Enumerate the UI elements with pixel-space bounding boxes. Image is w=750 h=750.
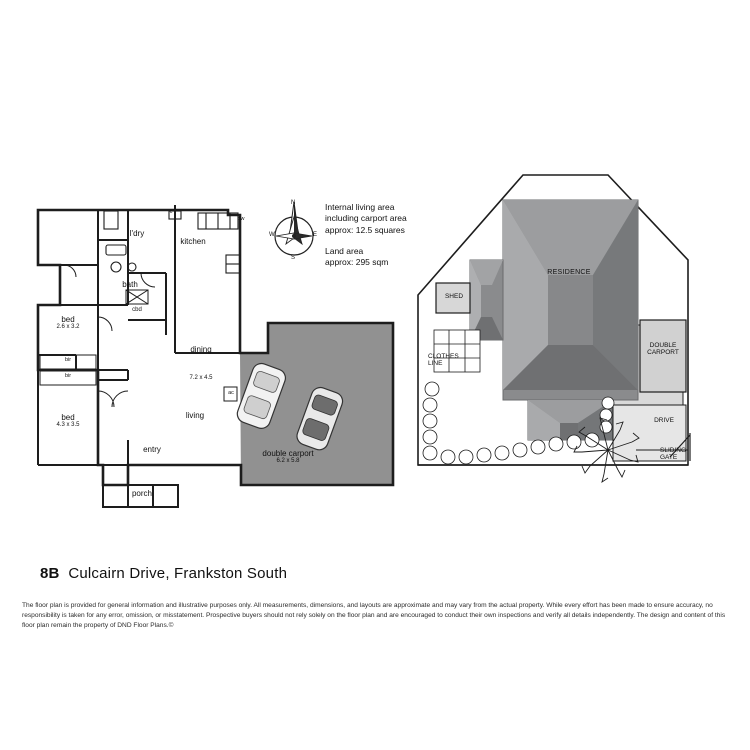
site-plan-drawing	[408, 165, 738, 505]
compass-east-label: E	[313, 232, 318, 238]
fixture-label-ac: ac	[228, 390, 234, 396]
room-label-dining: dining	[190, 345, 212, 354]
compass-north-label: N	[291, 200, 296, 206]
site-label-sliding-gate: SLIDING GATE	[660, 447, 687, 462]
page-title	[40, 565, 287, 582]
land-area-label: Land area	[325, 246, 364, 256]
fixture-label-bir-1: bir	[64, 357, 72, 363]
disclaimer-text: The floor plan is provided for general information and illustrative purposes only. All measurements, dimensions, and layouts are approximate and may vary from the actual property. While every effort has been made to ensure accuracy, no responsibility is taken for any error, omission, or misstatement. Prospective buyers should not rely solely on the floor plan and are encouraged to conduct their own inspections and verify all details independently. The design and content of this floor plan remain the property of DND Floor Plans.©	[22, 602, 726, 630]
fixture-label-dishwasher: dw	[237, 216, 245, 222]
room-label-kitchen: kitchen	[180, 237, 206, 246]
land-area-value: approx: 295 sqm	[325, 257, 389, 268]
room-label-double-carport: double carport 6.2 x 5.8	[262, 449, 314, 465]
room-label-bed-2: bed 4.3 x 3.5	[56, 413, 80, 429]
site-label-drive: DRIVE	[654, 417, 674, 424]
room-label-laundry: l'dry	[129, 229, 145, 238]
room-label-bath: bath	[122, 280, 138, 289]
site-label-double-carport: DOUBLE CARPORT	[647, 342, 679, 357]
room-dimension-dining: 7.2 x 4.5	[189, 375, 213, 381]
site-label-clothes-line: CLOTHES LINE	[428, 353, 459, 368]
internal-area-line-1: Internal living area	[325, 202, 395, 212]
room-label-bed-1: bed 2.6 x 3.2	[56, 315, 80, 331]
floor-plan-drawing	[28, 195, 408, 525]
site-label-residence: RESIDENCE	[547, 269, 591, 276]
fixture-label-cupboard-small: c	[169, 209, 173, 215]
fixture-label-cbd: cbd	[132, 307, 142, 313]
car-icons	[28, 195, 408, 525]
internal-area-value: approx: 12.5 squares	[325, 224, 405, 235]
compass-rose	[268, 200, 320, 262]
room-label-entry: entry	[143, 445, 161, 454]
site-label-shed: SHED	[444, 293, 464, 300]
room-label-living: living	[185, 411, 205, 420]
room-label-porch: porch	[131, 489, 152, 498]
internal-area-line-2: including carport area	[325, 213, 407, 224]
address-street: Culcairn Drive, Frankston South	[68, 565, 288, 582]
compass-west-label: W	[269, 232, 275, 238]
fixture-label-bir-2: bir	[64, 373, 72, 379]
address-number: 8B	[40, 565, 60, 582]
compass-south-label: S	[291, 255, 296, 261]
